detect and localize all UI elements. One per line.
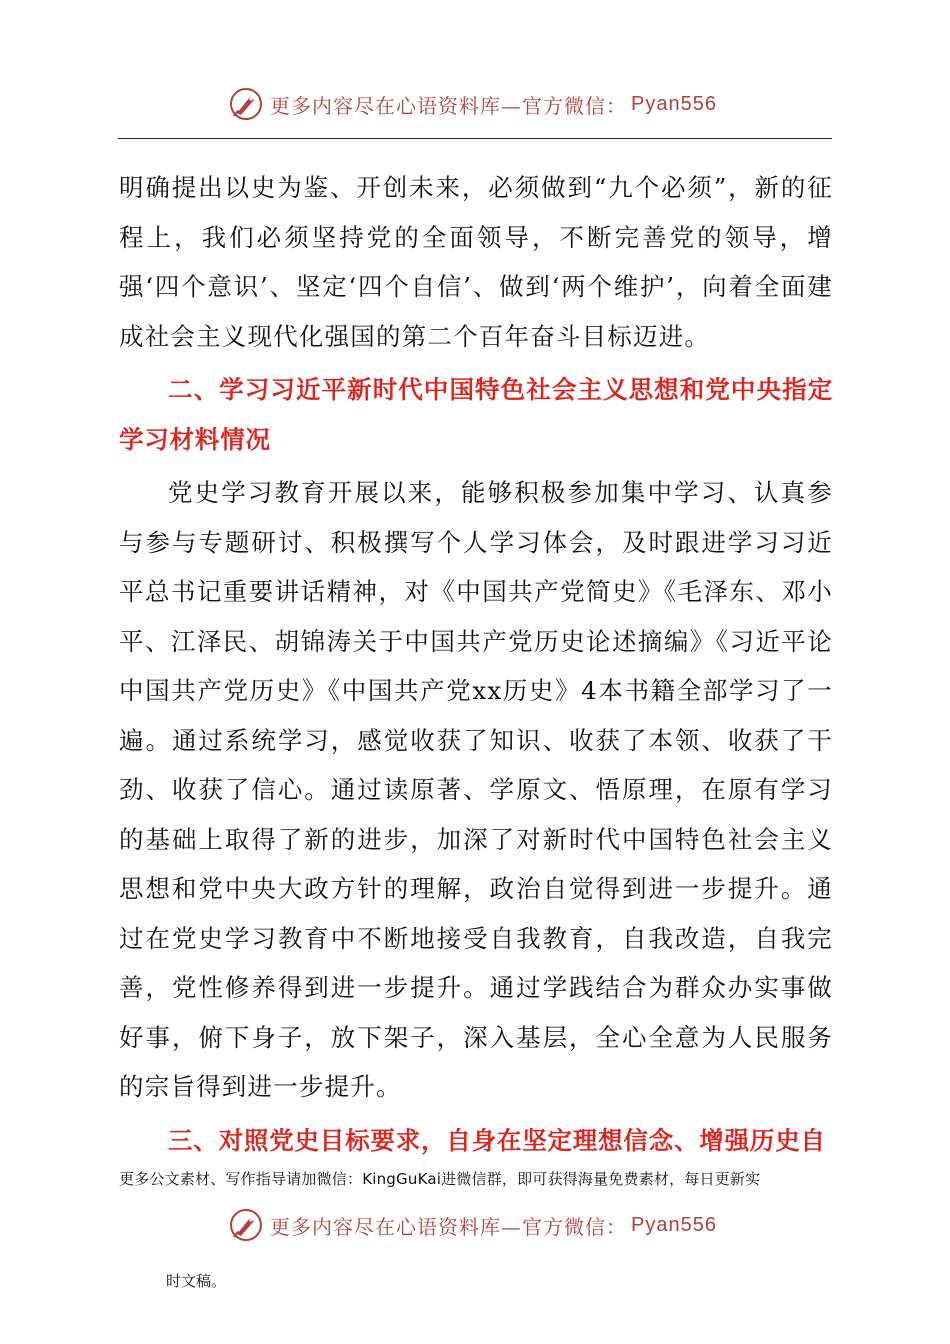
header-watermark-id: Pyan556: [631, 92, 717, 115]
footer-promo-note: 更多公文素材、写作指导请加微信：KingGuKai进微信群，即可获得海量免费素材，每日更新实: [119, 1170, 761, 1188]
footer-watermark-text: 更多内容尽在心语资料库—官方微信：: [270, 1214, 627, 1239]
footer-watermark: [228, 1203, 717, 1247]
section-heading-3: 三、对照党史目标要求，自身在坚定理想信念、增强历史自: [168, 1125, 826, 1155]
footer-watermark-id: Pyan556: [631, 1213, 717, 1236]
header-rule: [118, 138, 832, 139]
document-body: [119, 163, 833, 1165]
header-watermark-text: 更多内容尽在心语资料库—官方微信：: [270, 93, 627, 118]
pen-nib-logo-icon: [228, 1207, 264, 1243]
pen-nib-logo-icon: [228, 86, 264, 122]
section-heading-2: 二、学习习近平新时代中国特色社会主义思想和党中央指定学习材料情况: [119, 375, 833, 454]
footer-promo-note-continued: 时文稿。: [166, 1272, 227, 1290]
paragraph-study-summary: 党史学习教育开展以来，能够积极参加集中学习、认真参与参与专题研讨、积极撰写个人学习体会，及时跟进学习习近平总书记重要讲话精神，对《中国共产党简史》《毛泽东、邓小平、江泽民、胡锦涛关于中国共产党历史论述摘编》《习近平论中国共产党历史》《中国共产党xx历史》4本书籍全部学习了一遍。通过系统学习，感觉收获了知识、收获了本领、收获了干劲、收获了信心。通过读原著、学原文、悟原理，在原有学习的基础上取得了新的进步，加深了对新时代中国特色社会主义思想和党中央大政方针的理解，政治自觉得到进一步提升。通过在党史学习教育中不断地接受自我教育，自我改造，自我完善，党性修养得到进一步提升。通过学践结合为群众办实事做好事，俯下身子，放下架子，深入基层，全心全意为人民服务的宗旨得到进一步提升。: [119, 478, 833, 1101]
header-watermark: [228, 82, 717, 126]
paragraph-continuation: 明确提出以史为鉴、开创未来，必须做到“九个必须”，新的征程上，我们必须坚持党的全面领导，不断完善党的领导，增强‘四个意识’、坚定‘四个自信’、做到‘两个维护’，向着全面建成社会主义现代化强国的第二个百年奋斗目标迈进。: [119, 173, 833, 351]
